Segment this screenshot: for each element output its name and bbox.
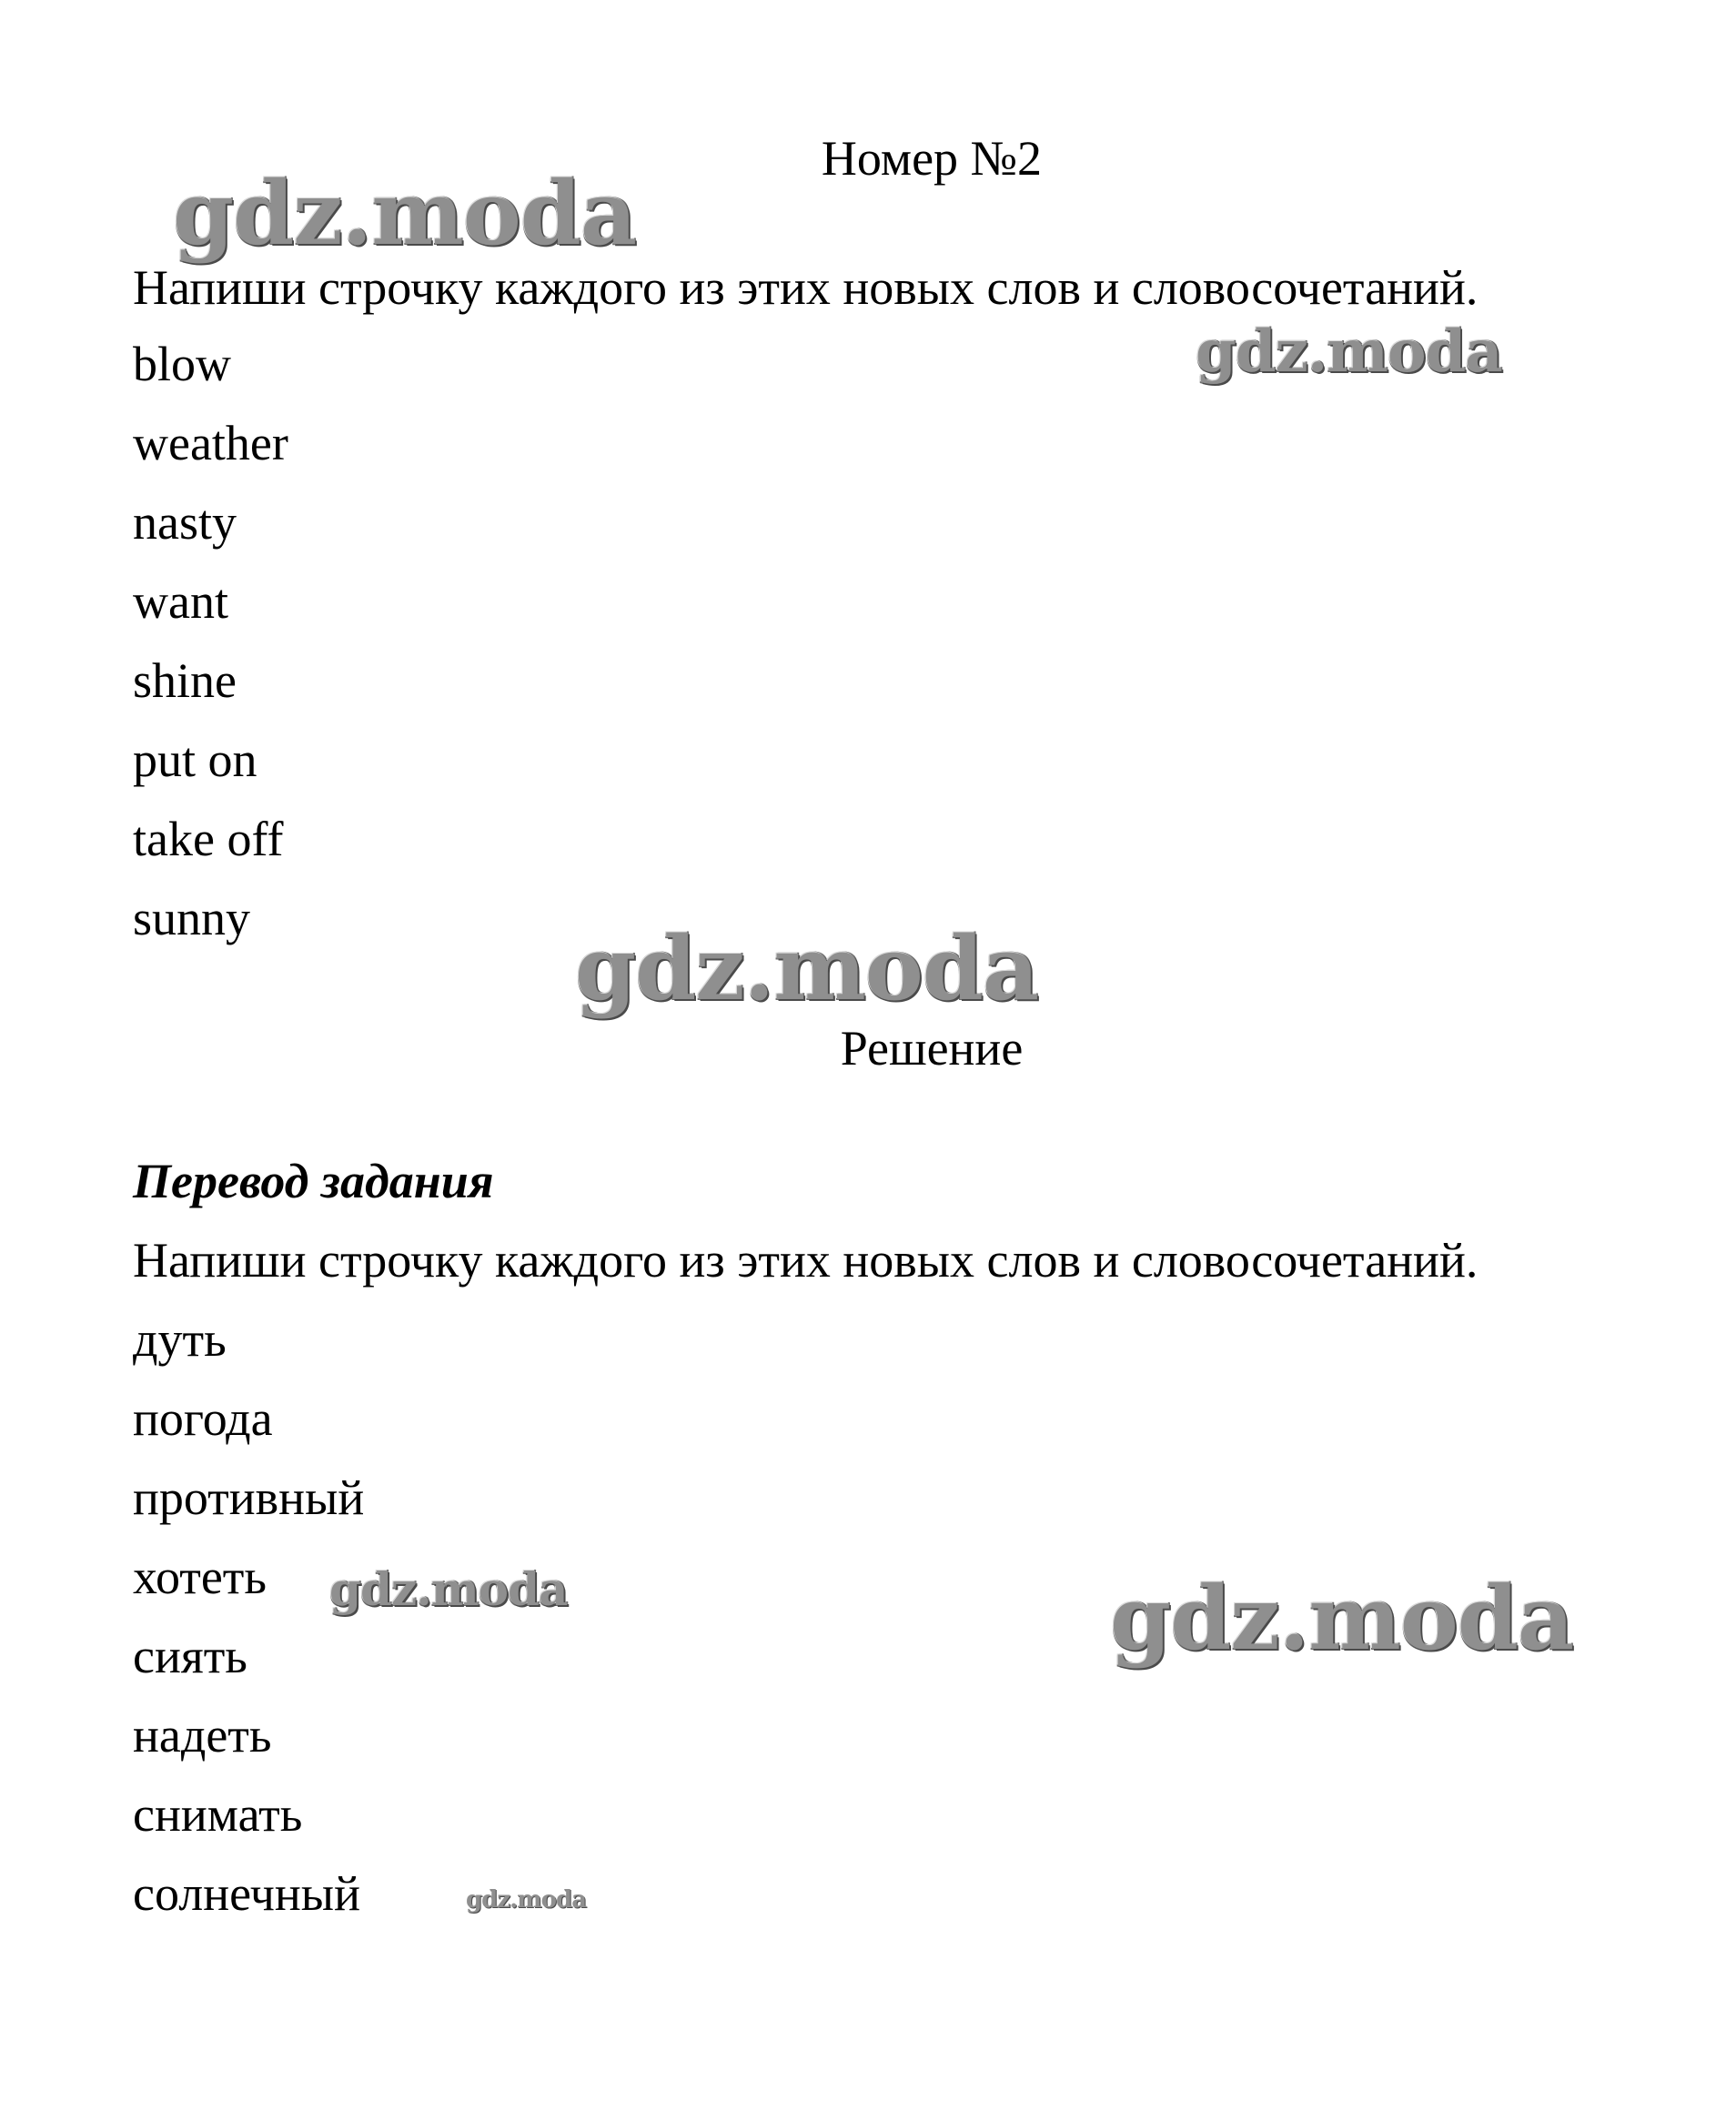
task-word: put on bbox=[133, 732, 257, 787]
task-word: shine bbox=[133, 653, 237, 708]
task-word: blow bbox=[133, 337, 231, 391]
translated-word: сиять bbox=[133, 1629, 247, 1683]
translation-heading: Перевод задания bbox=[133, 1154, 494, 1208]
task-word: weather bbox=[133, 416, 288, 470]
task-word: take off bbox=[133, 812, 284, 866]
watermark-logo: gdz.moda bbox=[575, 917, 1039, 1020]
solution-heading: Решение bbox=[840, 1021, 1024, 1076]
task-word: nasty bbox=[133, 495, 237, 550]
task-word: want bbox=[133, 574, 228, 629]
translated-word: погода bbox=[133, 1391, 273, 1446]
task-word: sunny bbox=[133, 891, 251, 945]
translated-word: солнечный bbox=[133, 1866, 360, 1921]
page-title: Номер №2 bbox=[821, 131, 1043, 186]
watermark-logo: gdz.moda bbox=[1110, 1567, 1574, 1670]
translated-word: противный bbox=[133, 1470, 365, 1525]
translated-word: хотеть bbox=[133, 1550, 267, 1604]
translated-word: снимать bbox=[133, 1787, 303, 1842]
task-instruction: Напиши строчку каждого из этих новых слов и словосочетаний. bbox=[133, 260, 1479, 315]
watermark-logo: gdz.moda bbox=[173, 162, 637, 265]
translated-word: надеть bbox=[133, 1708, 272, 1763]
watermark-logo: gdz.moda bbox=[466, 1886, 587, 1914]
translated-word: дуть bbox=[133, 1312, 227, 1367]
watermark-logo: gdz.moda bbox=[329, 1562, 568, 1616]
watermark-logo: gdz.moda bbox=[1196, 318, 1502, 386]
translated-instruction: Напиши строчку каждого из этих новых слов и словосочетаний. bbox=[133, 1233, 1479, 1288]
